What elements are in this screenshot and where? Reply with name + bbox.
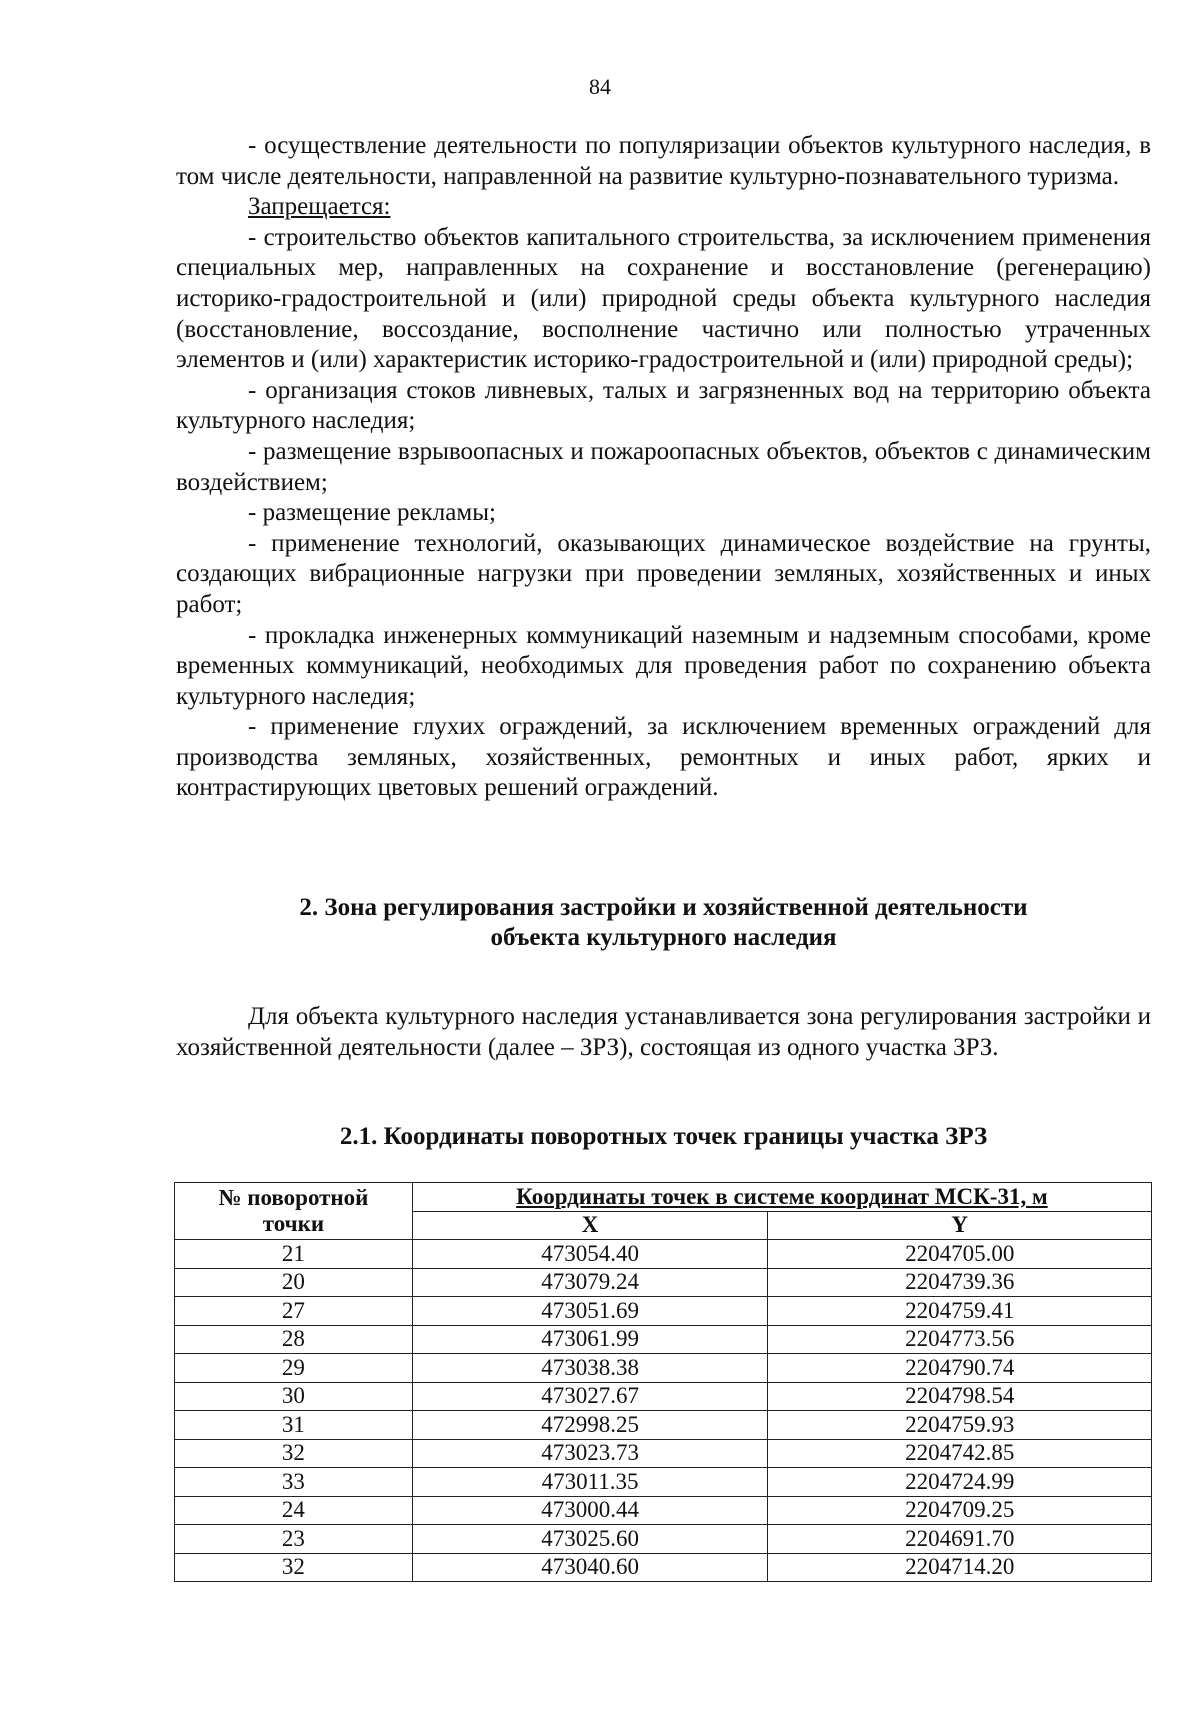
cell-point: 31	[175, 1411, 413, 1440]
cell-y: 2204798.54	[768, 1382, 1152, 1411]
cell-point: 32	[175, 1553, 413, 1582]
cell-point: 23	[175, 1525, 413, 1554]
cell-x: 473040.60	[412, 1553, 768, 1582]
cell-x: 473023.73	[412, 1439, 768, 1468]
cell-point: 24	[175, 1496, 413, 1525]
cell-y: 2204714.20	[768, 1553, 1152, 1582]
cell-x: 473079.24	[412, 1268, 768, 1297]
cell-y: 2204724.99	[768, 1468, 1152, 1497]
section-heading-line: объекта культурного наследия	[490, 924, 837, 951]
cell-y: 2204742.85	[768, 1439, 1152, 1468]
cell-point: 29	[175, 1354, 413, 1383]
intro-text	[176, 1002, 1151, 1063]
cell-x: 473027.67	[412, 1382, 768, 1411]
prohibitions-text	[176, 131, 1151, 804]
cell-y: 2204739.36	[768, 1268, 1152, 1297]
cell-x: 473025.60	[412, 1525, 768, 1554]
cell-y: 2204790.74	[768, 1354, 1152, 1383]
cell-x: 473000.44	[412, 1496, 768, 1525]
prohibited-label: Запрещается:	[248, 193, 391, 221]
table-row	[175, 1382, 1152, 1411]
paragraph: - размещение взрывоопасных и пожароопасных объектов, объектов с динамическим воздействием;	[176, 437, 1151, 496]
table-row	[175, 1468, 1152, 1497]
header-coords	[412, 1183, 1151, 1212]
paragraph: - применение технологий, оказывающих динамическое воздействие на грунты, создающих вибрационные нагрузки при проведении земляных, хозяйственных и иных работ;	[176, 529, 1151, 618]
cell-y: 2204759.41	[768, 1297, 1152, 1326]
cell-point: 27	[175, 1297, 413, 1326]
table-row	[175, 1354, 1152, 1383]
paragraph: - организация стоков ливневых, талых и загрязненных вод на территорию объекта культурного наследия;	[176, 376, 1151, 435]
cell-point: 21	[175, 1240, 413, 1269]
section-heading	[176, 893, 1151, 953]
paragraph: - строительство объектов капитального строительства, за исключением применения специальных мер, направленных на сохранение и восстановление (регенерацию) историко-градостроительной и (или) природной среды объекта культурного наследия (восстановление, воссоздание, восполнение частично или полностью утраченных элементов и (или) характеристик историко-градостроительной и (или) природной среды);	[176, 223, 1151, 374]
table-row	[175, 1553, 1152, 1582]
cell-point: 32	[175, 1439, 413, 1468]
cell-point: 20	[175, 1268, 413, 1297]
cell-x: 473061.99	[412, 1325, 768, 1354]
cell-y: 2204773.56	[768, 1325, 1152, 1354]
header-y: Y	[768, 1211, 1152, 1240]
paragraph: - размещение рекламы;	[248, 499, 496, 527]
cell-x: 472998.25	[412, 1411, 768, 1440]
header-point-line: точки	[262, 1211, 325, 1236]
cell-y: 2204705.00	[768, 1240, 1152, 1269]
paragraph: - осуществление деятельности по популяризации объектов культурного наследия, в том числе деятельности, направленной на развитие культурно-познавательного туризма.	[176, 132, 1151, 190]
cell-x: 473051.69	[412, 1297, 768, 1326]
table-row	[175, 1525, 1152, 1554]
table-row	[175, 1297, 1152, 1326]
table-row	[175, 1496, 1152, 1525]
paragraph: - применение глухих ограждений, за исключением временных ограждений для производства земляных, хозяйственных, ремонтных и иных работ, ярких и контрастирующих цветовых решений ограждений.	[176, 713, 1151, 802]
cell-x: 473054.40	[412, 1240, 768, 1269]
section-heading-line: 2. Зона регулирования застройки и хозяйственной деятельности	[299, 894, 1028, 921]
cell-y: 2204759.93	[768, 1411, 1152, 1440]
table-title: 2.1. Координаты поворотных точек границы участка ЗРЗ	[339, 1123, 988, 1150]
cell-point: 33	[175, 1468, 413, 1497]
header-point-line: № поворотной	[218, 1185, 369, 1210]
paragraph: Для объекта культурного наследия устанавливается зона регулирования застройки и хозяйственной деятельности (далее – ЗРЗ), состоящая из одного участка ЗРЗ.	[176, 1003, 1151, 1061]
cell-x: 473038.38	[412, 1354, 768, 1383]
cell-point: 30	[175, 1382, 413, 1411]
header-x: X	[412, 1211, 768, 1240]
table-row	[175, 1439, 1152, 1468]
table-row	[175, 1268, 1152, 1297]
coordinates-table	[174, 1182, 1152, 1582]
header-point	[175, 1183, 413, 1240]
table-row	[175, 1240, 1152, 1269]
table-row	[175, 1411, 1152, 1440]
header-coords-label: Координаты точек в системе координат МСК-31, м	[516, 1183, 1048, 1209]
cell-point: 28	[175, 1325, 413, 1354]
paragraph: - прокладка инженерных коммуникаций наземным и надземным способами, кроме временных коммуникаций, необходимых для проведения работ по сохранению объекта культурного наследия;	[176, 621, 1151, 710]
cell-y: 2204709.25	[768, 1496, 1152, 1525]
cell-x: 473011.35	[412, 1468, 768, 1497]
page-number: 84	[589, 74, 611, 99]
prohibited-heading	[176, 192, 1151, 223]
table-header-row	[175, 1183, 1152, 1212]
cell-y: 2204691.70	[768, 1525, 1152, 1554]
table-row	[175, 1325, 1152, 1354]
